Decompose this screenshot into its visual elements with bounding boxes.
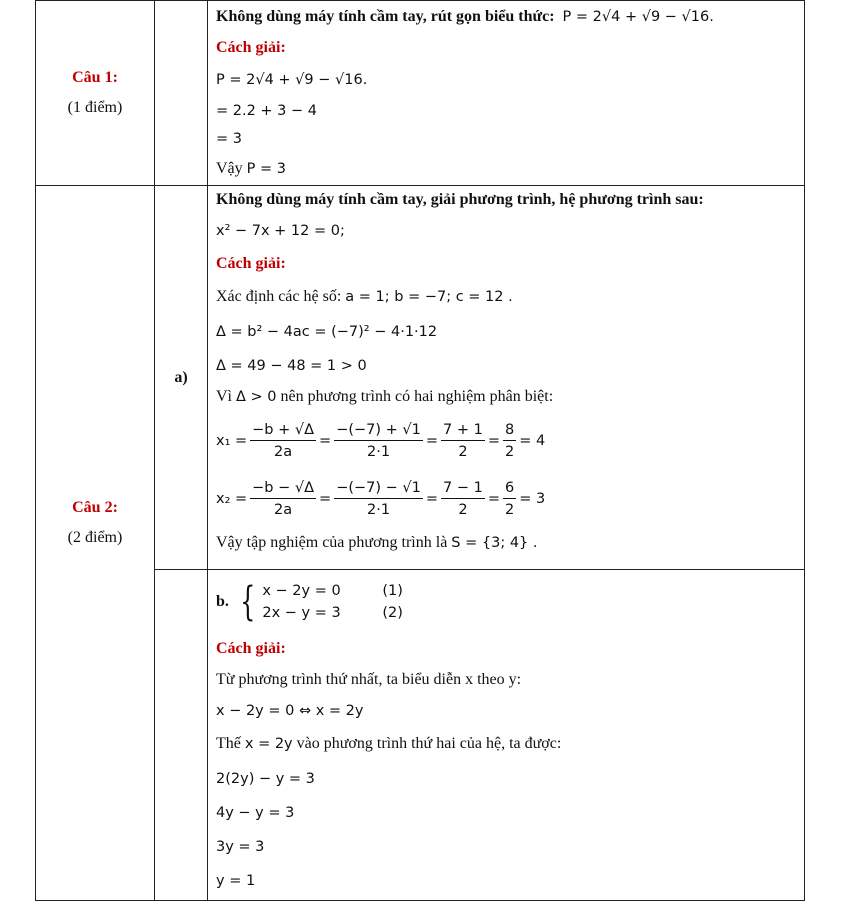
fraction-denominator: 2 <box>505 502 515 518</box>
question-1-header-cell <box>36 1 155 186</box>
part-b-step-2-prefix: Thế <box>216 735 241 752</box>
solution-table <box>35 0 805 901</box>
question-1-prompt: Không dùng máy tính cầm tay, rút gọn biểu thức: <box>216 8 555 25</box>
fraction-numerator: 7 + 1 <box>441 422 485 441</box>
question-1-content-cell <box>208 1 805 186</box>
part-a-delta-value: Δ = 49 − 48 = 1 > 0 <box>216 358 367 374</box>
fraction-numerator: 8 <box>503 422 516 441</box>
system-equation-2: 2x − y = 3 <box>262 605 341 621</box>
question-1-step-line: P = 2√4 + √9 − √16. <box>216 72 368 88</box>
fraction-numerator: 6 <box>503 480 516 499</box>
part-a-label: a) <box>174 368 188 386</box>
part-a-reason-prefix: Vì <box>216 388 232 405</box>
root-1-result: = 4 <box>519 433 546 449</box>
fraction-denominator: 2 <box>458 502 468 518</box>
part-b-content-cell <box>208 570 805 901</box>
question-1-conclusion: Vậy <box>216 160 243 177</box>
fraction-denominator: 2·1 <box>367 444 391 460</box>
fraction-numerator: −(−7) − √1 <box>334 480 423 499</box>
question-1-step-line: = 3 <box>216 131 242 147</box>
fraction-denominator: 2a <box>274 502 293 518</box>
fraction <box>503 480 516 518</box>
part-a-root-1: x₁ = $\frac{-b + √\Delta}{2a}$ = $\frac{-(-7) + √1}{2\cdot 1}$ = $\frac{7 + 1}{2}$ = $\frac{8}{2}$ = 4 <box>216 422 546 460</box>
fraction <box>441 480 485 518</box>
part-b-step-line: 3y = 3 <box>216 839 265 855</box>
question-1-method-label: Cách giải: <box>216 39 286 56</box>
fraction <box>334 480 423 518</box>
part-a-coefficient-text: Xác định các hệ số: <box>216 288 342 305</box>
fraction-denominator: 2·1 <box>367 502 391 518</box>
part-a-coefficient-expression: a = 1; b = −7; c = 12 . <box>345 289 513 305</box>
question-2-prompt: Không dùng máy tính cầm tay, giải phương trình, hệ phương trình sau: <box>216 191 704 208</box>
root-2-lhs: x₂ = <box>216 491 248 507</box>
part-b-step-line: 4y − y = 3 <box>216 805 295 821</box>
fraction-numerator: −b + √Δ <box>250 422 316 441</box>
part-a-content-cell <box>208 186 805 570</box>
system-equation-2-tag: (2) <box>382 605 403 621</box>
part-b-method-label: Cách giải: <box>216 640 286 657</box>
part-a-conclusion-expression: S = {3; 4} . <box>451 535 538 551</box>
root-2-result: = 3 <box>519 491 546 507</box>
question-1-conclusion-expression: P = 3 <box>246 161 286 177</box>
part-a-reason-expression: Δ > 0 <box>236 389 277 405</box>
question-1-row <box>36 1 805 186</box>
question-2-points: (2 điểm) <box>67 529 123 546</box>
fraction <box>503 422 516 460</box>
part-a-label-cell <box>155 186 208 570</box>
part-a-reason-text: nên phương trình có hai nghiệm phân biệt: <box>280 388 554 405</box>
part-a-method-label: Cách giải: <box>216 255 286 272</box>
fraction <box>250 480 316 518</box>
fraction <box>334 422 423 460</box>
part-a-conclusion-text: Vậy tập nghiệm của phương trình là <box>216 534 448 551</box>
fraction <box>250 422 316 460</box>
fraction-denominator: 2a <box>274 444 293 460</box>
question-1-prompt-expression: P = 2√4 + √9 − √16. <box>562 9 714 25</box>
part-a-equation: x² − 7x + 12 = 0; <box>216 223 345 239</box>
fraction-denominator: 2 <box>458 444 468 460</box>
system-equation-1: x − 2y = 0 <box>262 583 341 599</box>
fraction-numerator: 7 − 1 <box>441 480 485 499</box>
question-1-label: Câu 1: <box>72 69 118 86</box>
system-equation-1-tag: (1) <box>382 583 403 599</box>
part-b-step-1-expression: x − 2y = 0 ⇔ x = 2y <box>216 703 364 719</box>
fraction-denominator: 2 <box>505 444 515 460</box>
question-1-part-cell <box>155 1 208 186</box>
part-a-delta-formula: Δ = b² − 4ac = (−7)² − 4·1·12 <box>216 324 438 340</box>
part-b-step-1-text: Từ phương trình thứ nhất, ta biểu diễn x theo y: <box>216 671 522 688</box>
fraction <box>441 422 485 460</box>
brace-icon: { <box>239 579 256 625</box>
fraction-numerator: −b − √Δ <box>250 480 316 499</box>
question-1-step-line: = 2.2 + 3 − 4 <box>216 103 318 119</box>
question-2-part-a-row <box>36 186 805 570</box>
root-1-lhs: x₁ = <box>216 433 248 449</box>
part-a-root-2: x₂ = $\frac{-b - √\Delta}{2a}$ = $\frac{-(-7) - √1}{2\cdot 1}$ = $\frac{7 - 1}{2}$ = $\frac{6}{2}$ = 3 <box>216 480 546 518</box>
question-1-points: (1 điểm) <box>67 99 123 116</box>
question-2-header-cell <box>36 186 155 901</box>
fraction-numerator: −(−7) + √1 <box>334 422 423 441</box>
part-b-step-2-expression: x = 2y <box>244 736 293 752</box>
part-b-label: b. <box>216 593 229 610</box>
part-b-step-2-text: vào phương trình thứ hai của hệ, ta được: <box>296 735 562 752</box>
part-b-system <box>216 570 804 634</box>
part-b-step-line: 2(2y) − y = 3 <box>216 771 315 787</box>
part-b-label-cell <box>155 570 208 901</box>
question-2-label: Câu 2: <box>72 499 118 516</box>
part-b-step-line: y = 1 <box>216 873 256 889</box>
